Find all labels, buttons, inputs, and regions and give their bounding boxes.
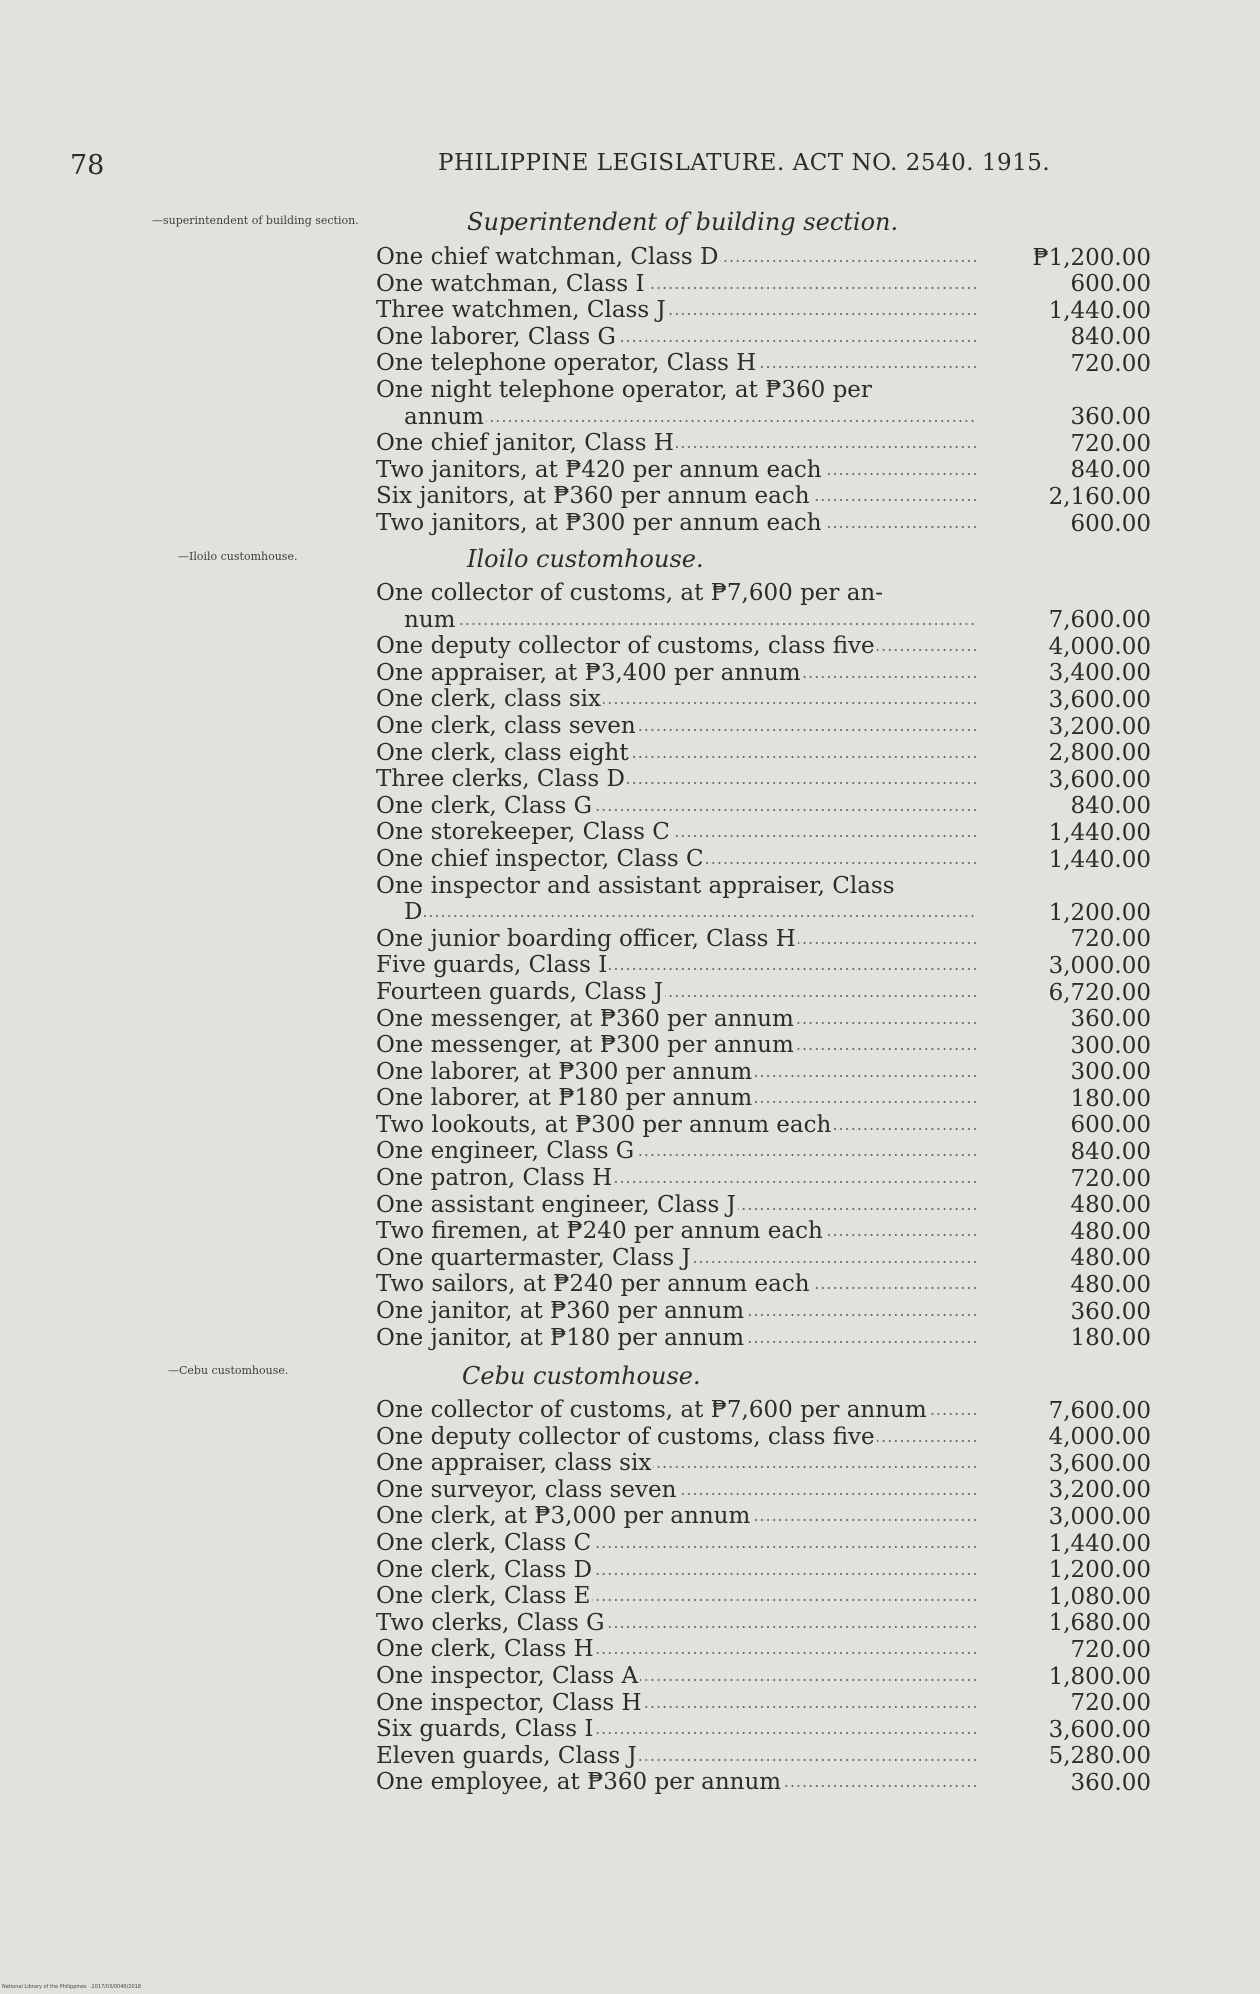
line-item-description-text: One patron, Class H (376, 1165, 613, 1192)
line-item-description-text: One appraiser, at ₱3,400 per annum (376, 659, 801, 686)
line-item-amount: 300.00 (1070, 1032, 1151, 1059)
line-item-description-text: One quartermaster, Class J (376, 1244, 691, 1271)
line-item-description-text: One clerk, Class G (376, 792, 592, 819)
line-item-amount: 720.00 (1070, 1690, 1151, 1717)
line-item (376, 271, 1151, 298)
line-item-description (376, 1477, 976, 1503)
line-item-description-continued (404, 899, 976, 925)
line-item-description (376, 1690, 976, 1716)
line-item-description (376, 1716, 976, 1742)
line-item-description-text: One chief watchman, Class D (376, 244, 719, 270)
line-item (376, 1059, 1151, 1086)
line-item (376, 430, 1151, 457)
line-item-amount: 180.00 (1070, 1325, 1151, 1352)
line-item-amount: 2,160.00 (1048, 483, 1151, 510)
line-item-description (376, 793, 976, 819)
line-item-amount: 3,600.00 (1048, 686, 1151, 713)
line-item-description: One night telephone operator, at ₱360 per (376, 376, 872, 403)
line-item (376, 1397, 1151, 1424)
line-item (376, 952, 1151, 979)
line-item-description (376, 1112, 976, 1138)
line-item (376, 1450, 1151, 1477)
line-item-description-text: One assistant engineer, Class J (376, 1191, 736, 1218)
line-item (376, 1218, 1151, 1245)
line-item-amount: 4,000.00 (1048, 1424, 1151, 1451)
line-item-description-text: One clerk, Class E (376, 1583, 591, 1610)
line-item-amount: 3,600.00 (1048, 1716, 1151, 1743)
line-item (376, 713, 1151, 740)
line-item-description-text: Three watchmen, Class J (376, 297, 666, 324)
line-item-description-text: One engineer, Class G (376, 1138, 635, 1165)
line-item-amount: 480.00 (1070, 1245, 1151, 1272)
line-item-description (376, 846, 976, 872)
line-item-description (376, 1503, 976, 1529)
line-item-description-text: Two sailors, at ₱240 per annum each (376, 1271, 810, 1298)
line-item (376, 633, 1151, 660)
line-item (376, 1716, 1151, 1743)
line-item-description (376, 1245, 976, 1271)
line-item-amount: 840.00 (1070, 793, 1151, 820)
line-item (376, 1583, 1151, 1610)
line-item (376, 1138, 1151, 1165)
line-item-description (376, 457, 976, 483)
line-item-amount: 720.00 (1070, 430, 1151, 457)
line-item-amount: 3,600.00 (1048, 766, 1151, 793)
line-item-amount: 7,600.00 (1048, 607, 1151, 634)
line-item-description-text: One telephone operator, Class H (376, 350, 757, 377)
line-item (376, 457, 1151, 484)
line-item-amount: 720.00 (1070, 1165, 1151, 1192)
section-heading-superintendent: Superintendent of building section. (467, 208, 899, 236)
line-item-description (376, 713, 976, 739)
line-item-amount: 360.00 (1070, 1298, 1151, 1325)
sidenote-superintendent: —superintendent of building section. (152, 214, 359, 227)
line-item (376, 580, 1151, 633)
line-item (376, 1006, 1151, 1033)
line-item-description-text: One laborer, at ₱180 per annum (376, 1085, 753, 1112)
line-item-description (376, 740, 976, 766)
line-item-description (376, 1450, 976, 1476)
line-item-amount: 720.00 (1070, 350, 1151, 377)
line-item-description (376, 1032, 976, 1058)
line-item (376, 1112, 1151, 1139)
line-item-amount: 840.00 (1070, 324, 1151, 351)
line-item (376, 1271, 1151, 1298)
entries-superintendent (376, 244, 1151, 537)
line-item-description-text: Six janitors, at ₱360 per annum each (376, 483, 810, 510)
line-item-amount: 1,440.00 (1048, 297, 1151, 324)
section-heading-cebu: Cebu customhouse. (462, 1362, 701, 1390)
line-item-description (376, 819, 976, 845)
line-item-description-text: One chief inspector, Class C (376, 845, 704, 872)
line-item-description (376, 324, 976, 350)
line-item (376, 350, 1151, 377)
line-item (376, 1298, 1151, 1325)
line-item (376, 244, 1151, 271)
line-item-amount: 1,200.00 (1048, 1557, 1151, 1584)
line-item (376, 297, 1151, 324)
line-item-description: One inspector and assistant appraiser, Class (376, 872, 895, 899)
line-item-amount: 3,600.00 (1048, 1450, 1151, 1477)
line-item (376, 1743, 1151, 1770)
line-item-description (376, 1059, 976, 1085)
line-item-amount: 1,440.00 (1048, 819, 1151, 846)
line-item (376, 1192, 1151, 1219)
line-item-description (376, 297, 976, 323)
line-item (376, 1769, 1151, 1796)
line-item-description (376, 1192, 976, 1218)
line-item-description-text: One surveyor, class seven (376, 1476, 677, 1503)
line-item-description-text: One clerk, class six (376, 686, 601, 713)
line-item-description-text: One janitor, at ₱180 per annum (376, 1324, 745, 1351)
line-item-amount: 480.00 (1070, 1272, 1151, 1299)
line-item-amount: 360.00 (1070, 404, 1151, 431)
line-item-amount: 1,800.00 (1048, 1663, 1151, 1690)
line-item (376, 510, 1151, 537)
line-item-description-text: One collector of customs, at ₱7,600 per annum (376, 1397, 927, 1423)
line-item-description-text: One junior boarding officer, Class H (376, 925, 796, 952)
line-item-description-continued-text: annum (404, 403, 484, 430)
line-item-amount: 1,440.00 (1048, 846, 1151, 873)
line-item (376, 846, 1151, 873)
line-item-description-text: Two janitors, at ₱420 per annum each (376, 456, 822, 483)
line-item (376, 324, 1151, 351)
line-item (376, 1610, 1151, 1637)
line-item-description-text: One clerk, Class D (376, 1556, 593, 1583)
line-item-description (376, 1663, 976, 1689)
line-item (376, 1477, 1151, 1504)
line-item (376, 979, 1151, 1006)
line-item-amount: 3,000.00 (1048, 1503, 1151, 1530)
line-item-description (376, 1006, 976, 1032)
line-item-description (376, 1165, 976, 1191)
line-item-amount: 2,800.00 (1048, 740, 1151, 767)
line-item (376, 926, 1151, 953)
line-item-description (376, 979, 976, 1005)
line-item (376, 1032, 1151, 1059)
running-head: PHILIPPINE LEGISLATURE. ACT NO. 2540. 1915. (438, 150, 1051, 176)
line-item-description (376, 1530, 976, 1556)
line-item-amount: 1,200.00 (1048, 899, 1151, 926)
line-item-description-continued-text: num (404, 606, 456, 633)
line-item-description-text: One chief janitor, Class H (376, 430, 674, 457)
line-item (376, 483, 1151, 510)
line-item-amount: 840.00 (1070, 1139, 1151, 1166)
footer-note: National Library of the Philippines · 2017/03/0040/2018 (2, 1984, 141, 1990)
line-item (376, 686, 1151, 713)
line-item-description (376, 1557, 976, 1583)
line-item-amount: 480.00 (1070, 1218, 1151, 1245)
line-item-description (376, 350, 976, 376)
line-item-amount: 6,720.00 (1048, 979, 1151, 1006)
line-item-description (376, 271, 976, 297)
line-item-description (376, 1610, 976, 1636)
sidenote-iloilo: —Iloilo customhouse. (178, 550, 298, 563)
line-item-description (376, 1636, 976, 1662)
line-item-amount: 1,440.00 (1048, 1530, 1151, 1557)
line-item-amount: 300.00 (1070, 1059, 1151, 1086)
line-item-amount: 7,600.00 (1048, 1397, 1151, 1424)
line-item-description-text: Six guards, Class I (376, 1716, 594, 1743)
line-item-description (376, 510, 976, 536)
page-number: 78 (70, 150, 105, 181)
sidenote-cebu: —Cebu customhouse. (168, 1364, 289, 1377)
line-item (376, 1663, 1151, 1690)
line-item (376, 740, 1151, 767)
line-item-description-text: One clerk, at ₱3,000 per annum (376, 1503, 751, 1530)
line-item-description-text: One clerk, class seven (376, 712, 636, 739)
line-item-description-text: One employee, at ₱360 per annum (376, 1769, 782, 1796)
line-item (376, 1325, 1151, 1352)
line-item-description: One collector of customs, at ₱7,600 per an- (376, 580, 884, 606)
line-item-description (376, 1271, 976, 1297)
line-item-description-text: One deputy collector of customs, class five (376, 1423, 875, 1450)
line-item-amount: 360.00 (1070, 1769, 1151, 1796)
section-heading-iloilo: Iloilo customhouse. (467, 545, 704, 573)
line-item-description-text: One messenger, at ₱360 per annum (376, 1005, 794, 1032)
line-item-description (376, 1769, 976, 1795)
line-item-description-text: One inspector, Class H (376, 1689, 642, 1716)
line-item-description (376, 1298, 976, 1324)
line-item-description (376, 926, 976, 952)
line-item-description-continued (404, 404, 976, 430)
line-item-description-text: One inspector, Class A (376, 1662, 639, 1689)
line-item (376, 660, 1151, 687)
line-item-description (376, 660, 976, 686)
line-item-description-text: One appraiser, class six (376, 1450, 652, 1477)
line-item-description-text: Two clerks, Class G (376, 1609, 605, 1636)
line-item-description-text: Five guards, Class I (376, 952, 608, 979)
line-item-amount: 3,000.00 (1048, 952, 1151, 979)
line-item-description-text: Two lookouts, at ₱300 per annum each (376, 1111, 832, 1138)
line-item-description (376, 1397, 976, 1423)
line-item (376, 1557, 1151, 1584)
line-item (376, 793, 1151, 820)
line-item-amount: 840.00 (1070, 457, 1151, 484)
line-item-description (376, 1325, 976, 1351)
line-item-description-text: Two janitors, at ₱300 per annum each (376, 509, 822, 536)
line-item-description (376, 1583, 976, 1609)
line-item-description-text: One storekeeper, Class C (376, 819, 670, 846)
line-item-amount: 1,680.00 (1048, 1610, 1151, 1637)
line-item-amount: ₱1,200.00 (1032, 244, 1151, 271)
line-item (376, 1424, 1151, 1451)
line-item-description-text: One messenger, at ₱300 per annum (376, 1032, 794, 1059)
line-item (376, 819, 1151, 846)
line-item-description (376, 633, 976, 659)
line-item-amount: 3,200.00 (1048, 1477, 1151, 1504)
line-item (376, 1636, 1151, 1663)
line-item-description-continued-text: D (404, 899, 423, 926)
line-item-amount: 5,280.00 (1048, 1743, 1151, 1770)
line-item (376, 1503, 1151, 1530)
line-item (376, 377, 1151, 430)
line-item-description-text: One clerk, Class H (376, 1636, 594, 1663)
line-item-amount: 3,400.00 (1048, 660, 1151, 687)
line-item-amount: 180.00 (1070, 1085, 1151, 1112)
line-item-description (376, 244, 976, 270)
line-item-description-text: One janitor, at ₱360 per annum (376, 1298, 745, 1325)
line-item-amount: 3,200.00 (1048, 713, 1151, 740)
line-item-description (376, 430, 976, 456)
line-item-description (376, 686, 976, 712)
line-item-amount: 480.00 (1070, 1192, 1151, 1219)
line-item-description-continued (404, 607, 976, 633)
line-item-amount: 600.00 (1070, 1112, 1151, 1139)
line-item-description (376, 766, 976, 792)
line-item-amount: 720.00 (1070, 926, 1151, 953)
line-item-description (376, 483, 976, 509)
line-item-amount: 720.00 (1070, 1636, 1151, 1663)
line-item-amount: 360.00 (1070, 1006, 1151, 1033)
line-item-description-text: One clerk, Class C (376, 1529, 592, 1556)
line-item-description (376, 1085, 976, 1111)
line-item (376, 766, 1151, 793)
entries-cebu (376, 1397, 1151, 1796)
line-item-description (376, 1218, 976, 1244)
entries-iloilo (376, 580, 1151, 1351)
line-item-description (376, 1424, 976, 1450)
line-item (376, 1245, 1151, 1272)
line-item (376, 1690, 1151, 1717)
line-item-description-text: One laborer, at ₱300 per annum (376, 1058, 753, 1085)
line-item-description (376, 1743, 976, 1769)
line-item-description-text: Three clerks, Class D (376, 766, 625, 793)
line-item-description-text: Two firemen, at ₱240 per annum each (376, 1218, 823, 1245)
line-item-description-text: One clerk, class eight (376, 739, 629, 766)
line-item-amount: 600.00 (1070, 271, 1151, 298)
line-item-description-text: One laborer, Class G (376, 323, 616, 350)
line-item-description-text: One watchman, Class I (376, 270, 645, 297)
line-item-amount: 1,080.00 (1048, 1583, 1151, 1610)
line-item (376, 873, 1151, 926)
line-item-description (376, 1138, 976, 1164)
line-item-amount: 600.00 (1070, 510, 1151, 537)
line-item-description-text: One deputy collector of customs, class five (376, 633, 875, 660)
line-item-description-text: Fourteen guards, Class J (376, 978, 664, 1005)
line-item-description-text: Eleven guards, Class J (376, 1742, 637, 1769)
line-item (376, 1165, 1151, 1192)
line-item (376, 1085, 1151, 1112)
line-item-description (376, 952, 976, 978)
line-item (376, 1530, 1151, 1557)
line-item-amount: 4,000.00 (1048, 633, 1151, 660)
